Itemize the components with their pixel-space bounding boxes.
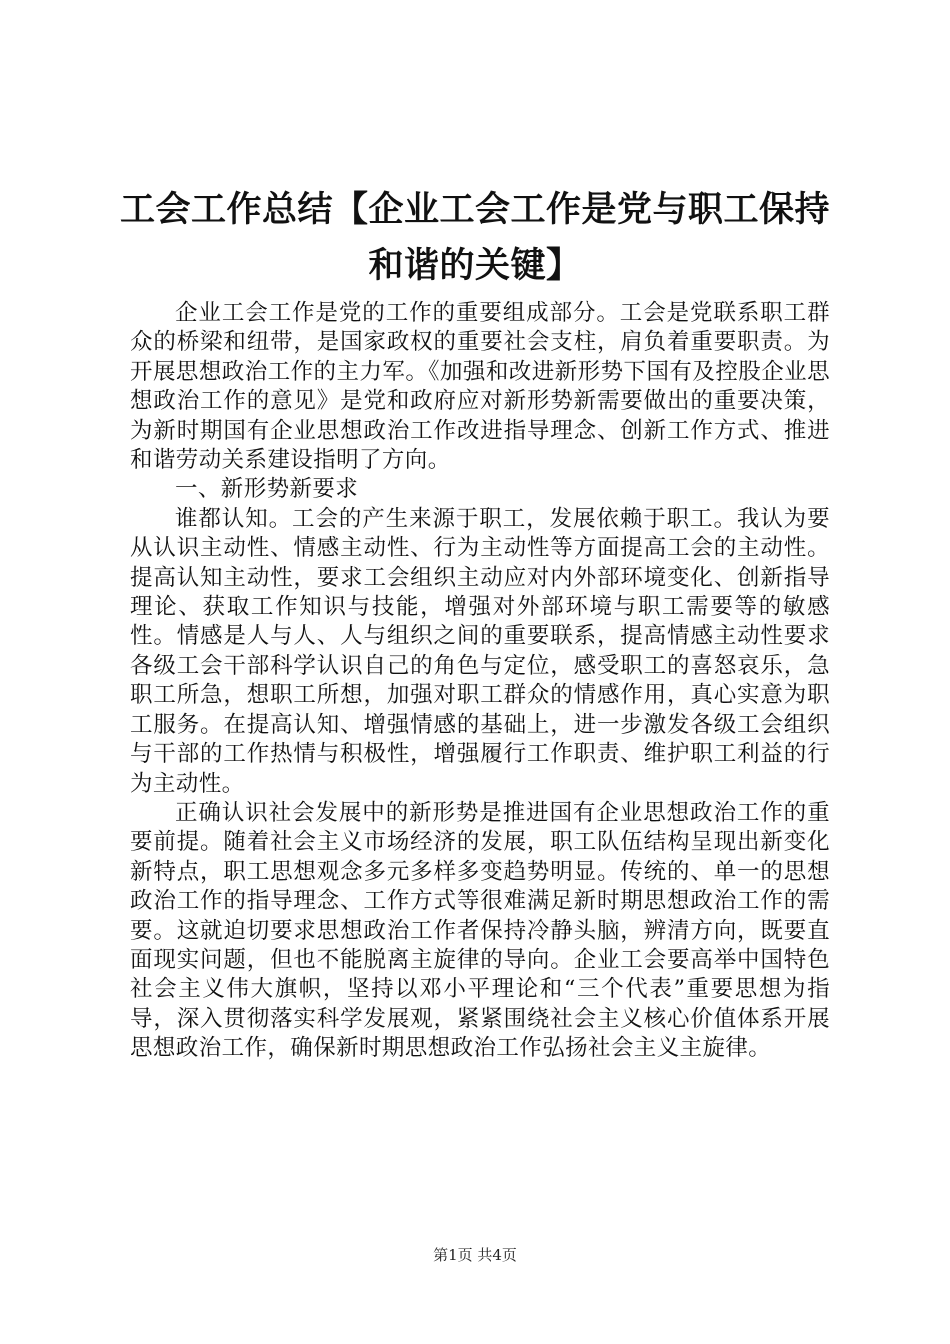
paragraph-intro: 企业工会工作是党的工作的重要组成部分。工会是党联系职工群众的桥梁和纽带，是国家政权的重要社会支柱，肩负着重要职责。为开展思想政治工作的主力军。《加强和改进新形势下国有及控股企业思想政治工作的意见》是党和政府应对新形势新需要做出的重要决策，为新时期国有企业思想政治工作改进指导理念、创新工作方式、推进和谐劳动关系建设指明了方向。 [130, 300, 830, 474]
document-title [110, 182, 840, 294]
paragraph-new-situation: 正确认识社会发展中的新形势是推进国有企业思想政治工作的重要前提。随着社会主义市场经济的发展，职工队伍结构呈现出新变化新特点，职工思想观念多元多样多变趋势明显。传统的、单一的思想政治工作的指导理念、工作方式等很难满足新时期思想政治工作的需要。这就迫切要求思想政治工作者保持冷静头脑，辨清方向，既要直面现实问题，但也不能脱离主旋律的导向。企业工会要高举中国特色社会主义伟大旗帜，坚持以邓小平理论和“三个代表”重要思想为指导，深入贯彻落实科学发展观，紧紧围绕社会主义核心价值体系开展思想政治工作，确保新时期思想政治工作弘扬社会主义主旋律。 [130, 799, 830, 1062]
paragraph-cognition: 谁都认知。工会的产生来源于职工，发展依赖于职工。我认为要从认识主动性、情感主动性、行为主动性等方面提高工会的主动性。提高认知主动性，要求工会组织主动应对内外部环境变化、创新指导理论、获取工作知识与技能，增强对外部环境与职工需要等的敏感性。情感是人与人、人与组织之间的重要联系，提高情感主动性要求各级工会干部科学认识自己的角色与定位，感受职工的喜怒哀乐，急职工所急，想职工所想，加强对职工群众的情感作用，真心实意为职工服务。在提高认知、增强情感的基础上，进一步激发各级工会组织与干部的工作热情与积极性，增强履行工作职责、维护职工利益的行为主动性。 [130, 505, 830, 797]
section-heading: 一、新形势新要求 [175, 476, 359, 503]
document-body [130, 299, 830, 1064]
page-number-footer: 第1页 共4页 [433, 1246, 517, 1264]
title-line-1: 工会工作总结【企业工会工作是党与职工保持 [119, 190, 830, 230]
title-line-2: 和谐的关键】 [368, 246, 582, 286]
